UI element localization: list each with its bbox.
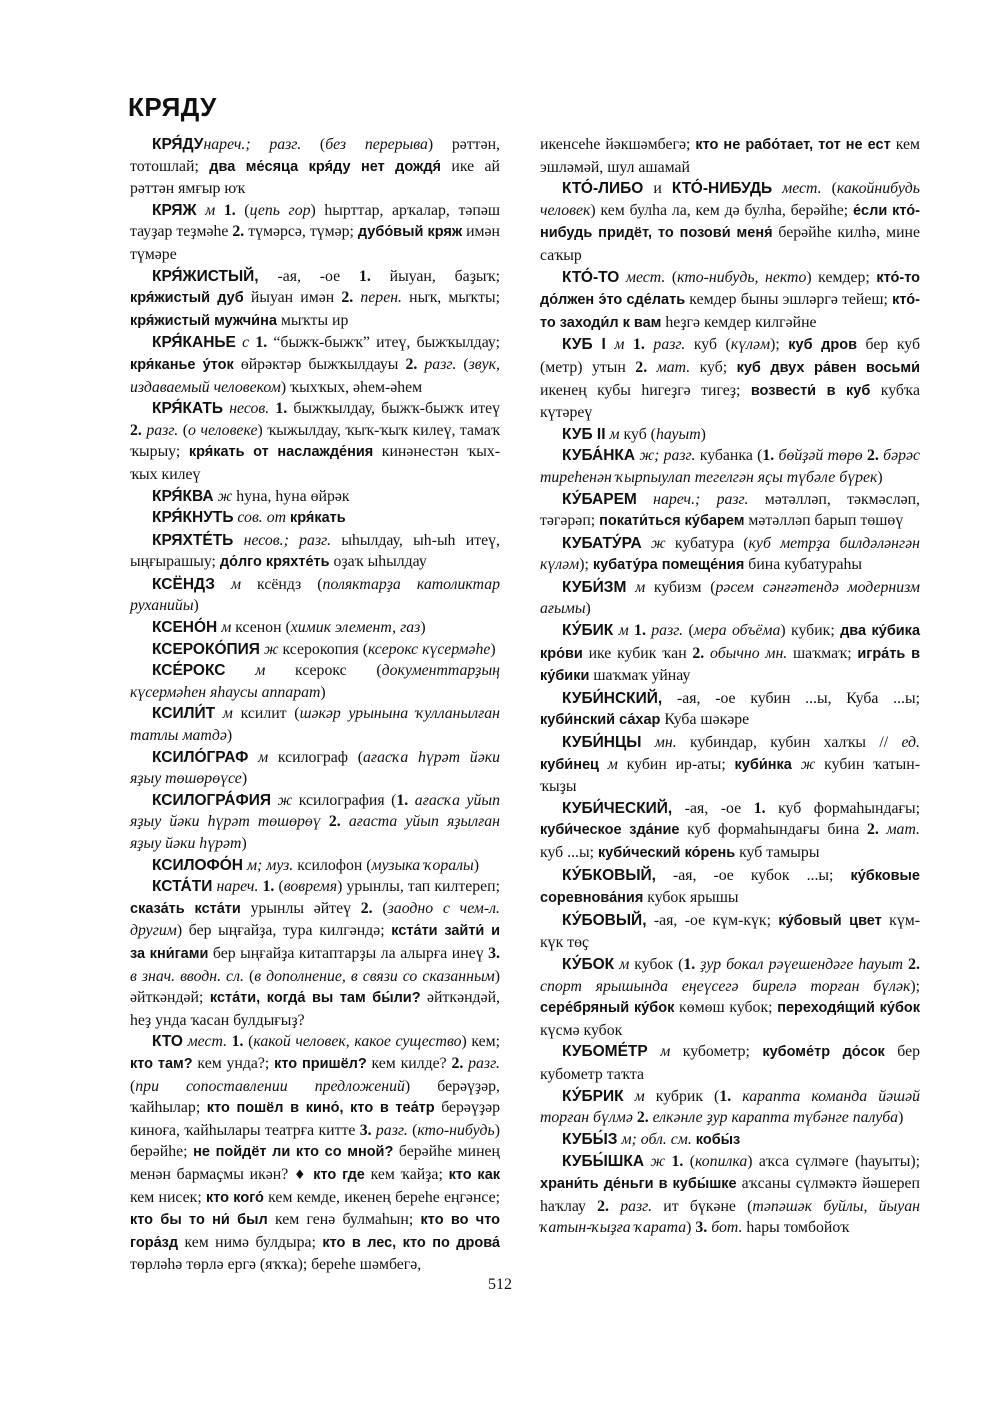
example: переходя́щий ку́бок <box>777 1000 921 1017</box>
left-column <box>130 134 500 1276</box>
example: кря́кать от наслажде́ния <box>188 444 374 461</box>
headword: КРЯ́КНУТЬ <box>152 509 234 527</box>
example: ку́бовый цвет <box>778 912 882 929</box>
headword: КУ́БРИК <box>562 1087 624 1105</box>
entry: КРЯ́ЖИСТЫЙ, -ая, -ое 1. йыуан, баҙыҡ; кря́жистый дуб йыуан имән 2. перен. ныҡ, мыҡты; кря́жистый мужчи́на мыҡты ир <box>130 267 500 329</box>
headword: КУБЫ́ШКА <box>562 1153 645 1171</box>
headword: КСТА́ТИ <box>152 878 213 896</box>
example: покати́ться ку́барем <box>599 513 745 530</box>
headword: КУБИ́ЧЕСКИЙ, <box>562 799 673 817</box>
headword: КСЁНДЗ <box>152 575 215 593</box>
example: кубоме́тр до́сок <box>762 1044 885 1061</box>
entry: КТО́-ЛИБО и КТО́-НИБУДЬ мест. (какойнибудь человек) кем булһа ла, кем дә булһа, берәйһе; е́сли кто́-нибудь придёт, то позови́ меня́ берәйһе килһә, мине саҡыр <box>540 180 920 264</box>
headword: КСИЛО́ГРАФ <box>152 748 249 766</box>
headword: КУБИ́НСКИЙ, <box>562 689 663 707</box>
headword: КСИЛОФО́Н <box>152 856 244 874</box>
entry: КСИЛИ́Т м ксилит (шәкәр урынына ҡулланылған татлы матдә) <box>130 705 500 745</box>
headword: КУБ II <box>562 425 606 443</box>
entry: КУБИ́НСКИЙ, -ая, -ое кубин ...ы, Куба ...ы; куби́нский са́хар Куба шәкәре <box>540 689 920 729</box>
headword: КРЯ́КАТЬ <box>152 400 224 418</box>
headword: КУБИ́ЗМ <box>562 578 627 596</box>
example: кто́-то заходи́л к вам <box>540 292 920 331</box>
example: куби́нский са́хар <box>540 712 661 729</box>
example: ку́бковые соревнова́ния <box>540 867 920 907</box>
example: кто́-то до́лжен э́то сде́лать <box>540 269 920 309</box>
entry: КСЕ́РОКС м ксерокс (документтарҙың күсермәһен яһаусы аппарат) <box>130 662 501 701</box>
example: кто пошёл в кино́, кто в теа́тр <box>206 1100 435 1117</box>
entry: КТО́-ТО мест. (кто-нибудь, некто) кемдер; кто́-то до́лжен э́то сде́лать кемдер быны эшләргә тейеш; кто́-то заходи́л к вам һеҙгә кемдер килгәйне <box>540 268 920 331</box>
example: кто пришёл? <box>274 1055 367 1072</box>
entry: КУБАТУ́РА ж кубатура (куб метрҙа билдәләнгән күләм); кубату́ра помеще́ния бина кубатураһы <box>540 534 920 574</box>
entry: КУ́БКОВЫЙ, -ая, -ое кубок ...ы; ку́бковые соревнова́ния кубок ярышы <box>540 866 920 907</box>
entry: КРЯ́КАНЬЕ с 1. “быжҡ-быжҡ” итеү, быжҡылдау; кря́канье у́ток өйрәктәр быжҡылдауы 2. разг. (звук, издаваемый человеком) ҡыхҡых, әһем-әһем <box>130 334 501 396</box>
example: кто как <box>448 1166 501 1183</box>
example: дубо́вый кряж <box>357 224 463 241</box>
headword: КУ́БОВЫЙ, <box>562 911 647 929</box>
example: два ку́бика кро́ви <box>540 623 921 662</box>
headword: КТО́-ТО <box>562 268 620 286</box>
entry: КСТА́ТИ нареч. 1. (вовремя) урынлы, тап килтереп; сказа́ть кста́ти урынлы әйтеү 2. (заодно с чем-л. другим) бер ыңғайҙа, тура килгәндә; кста́ти зайти́ и за кни́гами бер ыңғайҙа китаптарҙы ла алырға инеү 3. в знач. вводн. сл. (в дополнение, в связи со сказанным) әйткәндәй; кста́ти, когда́ вы там бы́ли? әйткәндәй, һеҙ унда ҡасан булдығыҙ? <box>130 878 501 1029</box>
example: храни́ть де́ньги в кубы́шке <box>540 1175 737 1192</box>
example: куби́ческий ко́рень <box>597 845 736 861</box>
entry: КУБЫ́ШКА ж 1. (копилка) аҡса сүлмәге (һауыты); храни́ть де́ньги в кубы́шке аҡсаны сүлмәктә йәшереп һаҡлау 2. разг. ит бүкәне (тәпәшәк буйлы, йыуан ҡатын-ҡыҙға ҡарата) 3. бот. һары томбойоҡ <box>540 1153 921 1237</box>
example: кря́кать <box>289 510 346 527</box>
entry: КУБОМЕ́ТР м кубометр; кубоме́тр до́сок бер кубометр таҡта <box>540 1043 920 1083</box>
page-number: 512 <box>488 1276 512 1293</box>
example: е́сли кто́-нибудь придёт, то позови́ меня́ <box>540 202 920 242</box>
headword: КРЯ́ЖИСТЫЙ, <box>152 267 259 285</box>
entry: КСЁНДЗ м ксёндз (поляктарҙа католиктар руханийы) <box>130 575 500 615</box>
headword: КРЯ́КАНЬЕ <box>152 334 236 352</box>
headword: КРЯ́КВА <box>152 487 214 505</box>
headword: КТО́-ЛИБО <box>562 180 644 198</box>
headword: КУБАТУ́РА <box>562 534 642 552</box>
headword: КСИЛОГРА́ФИЯ <box>152 791 271 809</box>
entry: КРЯ́КВА ж һуна, һуна өйрәк <box>152 487 350 505</box>
entry: КРЯ́КАТЬ несов. 1. быжҡылдау, быжҡ-быжҡ итеү 2. разг. (о человеке) ҡыжылдау, ҡыҡ-ҡыҡ килеү, тамаҡ ҡырыу; кря́кать от наслажде́ния кинәнестән ҡых-ҡых килеү <box>130 400 501 483</box>
page-header: КРЯДУ <box>128 92 217 122</box>
headword: КСЕНО́Н <box>152 619 218 637</box>
example: куб двух ра́вен восьми́ <box>736 359 921 376</box>
headword: КУ́БАРЕМ <box>562 490 637 508</box>
entry: КРЯЖ м 1. (цепь гор) һырттар, арҡалар, тәпәш тауҙар теҙмәһе 2. түмәрсә, түмәр; дубо́вый кряж имән түмәре <box>130 201 501 263</box>
headword: КСИЛИ́Т <box>152 705 216 723</box>
example: кто там? <box>130 1055 193 1072</box>
entry: КУБИ́ЧЕСКИЙ, -ая, -ое 1. куб формаһындағы; куби́ческое зда́ние куб формаһындағы бина 2. мат. куб ...ы; куби́ческий ко́рень куб тамыры <box>540 799 920 861</box>
entry: КУБЫ́З м; обл. см. кобы́з <box>562 1130 741 1148</box>
example: кто где <box>313 1166 365 1183</box>
example: кря́жистый дуб <box>130 290 244 307</box>
example: кто кого́ <box>205 1189 264 1206</box>
entry: КУ́БИК м 1. разг. (мера объёма) кубик; два ку́бика кро́ви ике кубик ҡан 2. обычно мн. шаҡмаҡ; игра́ть в ку́бики шаҡмаҡ уйнау <box>540 622 921 685</box>
example: куби́нец <box>540 756 599 773</box>
example: кто не рабо́тает, тот не ест <box>695 137 891 153</box>
example: куби́ческое зда́ние <box>540 822 680 839</box>
entry: КСЕНО́Н м ксенон (химик элемент, газ) <box>152 619 426 637</box>
headword: КУБОМЕ́ТР <box>562 1043 648 1061</box>
example: кобы́з <box>695 1131 741 1148</box>
example: кто бы то ни́ был <box>130 1212 268 1229</box>
headword: КУ́БКОВЫЙ, <box>562 866 656 884</box>
headword: КУБЫ́З <box>562 1130 618 1148</box>
example: куб дров <box>788 337 858 354</box>
entry: КСИЛОФО́Н м; муз. ксилофон (музыка ҡоралы) <box>152 856 480 874</box>
example: возвести́ в куб <box>750 382 871 399</box>
example: два ме́сяца кря́ду нет дождя́ <box>209 158 441 175</box>
example: кста́ти, когда́ вы там бы́ли? <box>209 990 421 1007</box>
headword: КРЯХТЕ́ТЬ <box>152 531 234 549</box>
example: кто во что гора́зд <box>130 1212 500 1251</box>
entry: КСИЛО́ГРАФ м ксилограф (ағасҡа һүрәт йәки яҙыу төшөрөүсе) <box>130 748 500 788</box>
example: кря́канье у́ток <box>130 356 234 373</box>
entry: КТО мест. 1. (какой человек, какое существо) кем; кто там? кем унда?; кто пришёл? кем килде? 2. разг. (при сопоставлении предложений) берәүҙәр, ҡайһылар; кто пошёл в кино́, кто в теа́тр берәүҙәр киноға, ҡайһылары театрға китте 3. разг. (кто-нибудь) берәйһе; не пойдёт ли кто со мной? берәйһе минең менән бармаҫмы икән? ♦ кто где кем ҡайҙа; кто как кем нисек; кто кого́ кем кемде, икенең береһе еңгәнсе; кто бы то ни́ был кем генә булмаһын; кто во что гора́зд кем нимә булдыра; кто в лес, кто по дрова́ төрләһә төрлә ергә (яҡҡа); береһе шәмбегә, <box>130 1033 501 1274</box>
entry-continuation: икенсеһе йәкшәмбегә; кто не рабо́тает, тот не ест кем эшләмәй, шул ашамай <box>540 136 920 176</box>
entry: КУ́БРИК м кубрик (1. карапта команда йәшәй торған бүлмә 2. елкәнле ҙур карапта түбәнге палуба) <box>540 1087 920 1127</box>
headword: КУ́БИК <box>562 622 614 640</box>
entry: КСЕРОКО́ПИЯ ж ксерокопия (ксерокс күсермәһе) <box>152 640 496 658</box>
entry: КСИЛОГРА́ФИЯ ж ксилография (1. ағасҡа уйып яҙыу йәки һүрәт төшөрөү 2. ағаста уйып яҙылған яҙыу йәки һүрәт) <box>130 791 501 852</box>
example: до́лго кряхте́ть <box>219 554 330 571</box>
example: игра́ть в ку́бики <box>540 645 920 685</box>
example: кубату́ра помеще́ния <box>592 557 745 574</box>
headword: КСЕ́РОКС <box>152 662 226 680</box>
entry: КУБИ́НЦЫ мн. кубиндар, кубин халҡы // ед. куби́нец м кубин ир-аты; куби́нка ж кубин ҡатын-ҡыҙы <box>540 734 920 796</box>
headword: КТО <box>152 1033 183 1051</box>
headword: КСЕРОКО́ПИЯ <box>152 640 260 658</box>
example: сказа́ть кста́ти <box>130 900 241 917</box>
diamond-icon: ♦ <box>294 1167 308 1183</box>
right-column <box>540 134 920 1239</box>
headword: КРЯ́ДУ <box>152 136 204 153</box>
example: сере́бряный ку́бок <box>540 1000 675 1017</box>
headword: КУ́БОК <box>562 955 615 973</box>
headword: КУБ I <box>562 336 606 354</box>
entry: КУ́БОК м кубок (1. ҙур бокал рәүешендәге һауыт 2. спорт ярышында еңеүсегә бирелә торған бүләк); сере́бряный ку́бок көмөш кубок; переходя́щий ку́бок күсмә кубок <box>540 955 921 1039</box>
example: куби́нка <box>734 756 792 773</box>
entry: КРЯ́ДУнареч.; разг. (без перерыва) рәттән, тотошлай; два ме́сяца кря́ду нет дождя́ ике ай рәттән ямғыр юҡ <box>130 136 500 198</box>
example: кто в лес, кто по дрова́ <box>322 1234 500 1251</box>
headword: КУБА́НКА <box>562 447 636 465</box>
example: не пойдёт ли кто со мной? <box>193 1144 394 1161</box>
entry: КРЯХТЕ́ТЬ несов.; разг. ыһылдау, ыһ-ыһ итеү, ыңғырашыу; до́лго кряхте́ть оҙаҡ ыһылдау <box>130 531 500 571</box>
headword: КТО́-НИБУДЬ <box>671 180 773 198</box>
headword: КУБИ́НЦЫ <box>562 734 642 752</box>
example: кста́ти зайти́ и за кни́гами <box>130 923 501 962</box>
entry: КУБ I м 1. разг. куб (күләм); куб дров бер куб (метр) утын 2. мат. куб; куб двух ра́вен восьми́ икенең кубы һигеҙгә тигеҙ; возвести́ в куб кубҡа күтәреү <box>540 336 921 422</box>
entry: КУБА́НКА ж; разг. кубанка (1. бөйҙәй төрө 2. бәрәс тиреһенән ҡырпыулап тегелгән яҫы түбәле бүрек) <box>540 447 921 486</box>
entry: КУ́БАРЕМ нареч.; разг. мәтәлләп, тәкмәсләп, тәгәрәп; покати́ться ку́барем мәтәлләп барып төшөү <box>540 490 920 530</box>
entry: КУ́БОВЫЙ, -ая, -ое күм-күк; ку́бовый цвет күм-күк төҫ <box>540 911 920 952</box>
headword: КРЯЖ <box>152 201 197 219</box>
entry: КРЯ́КНУТЬ сов. от кря́кать <box>152 509 346 527</box>
example: кря́жистый мужчи́на <box>130 312 277 329</box>
entry: КУБ II м куб (һауыт) <box>562 425 706 443</box>
entry: КУБИ́ЗМ м кубизм (рәсем сәнғәтендә модернизм ағымы) <box>540 578 920 618</box>
grammar-note: нареч.; разг. <box>203 136 302 153</box>
